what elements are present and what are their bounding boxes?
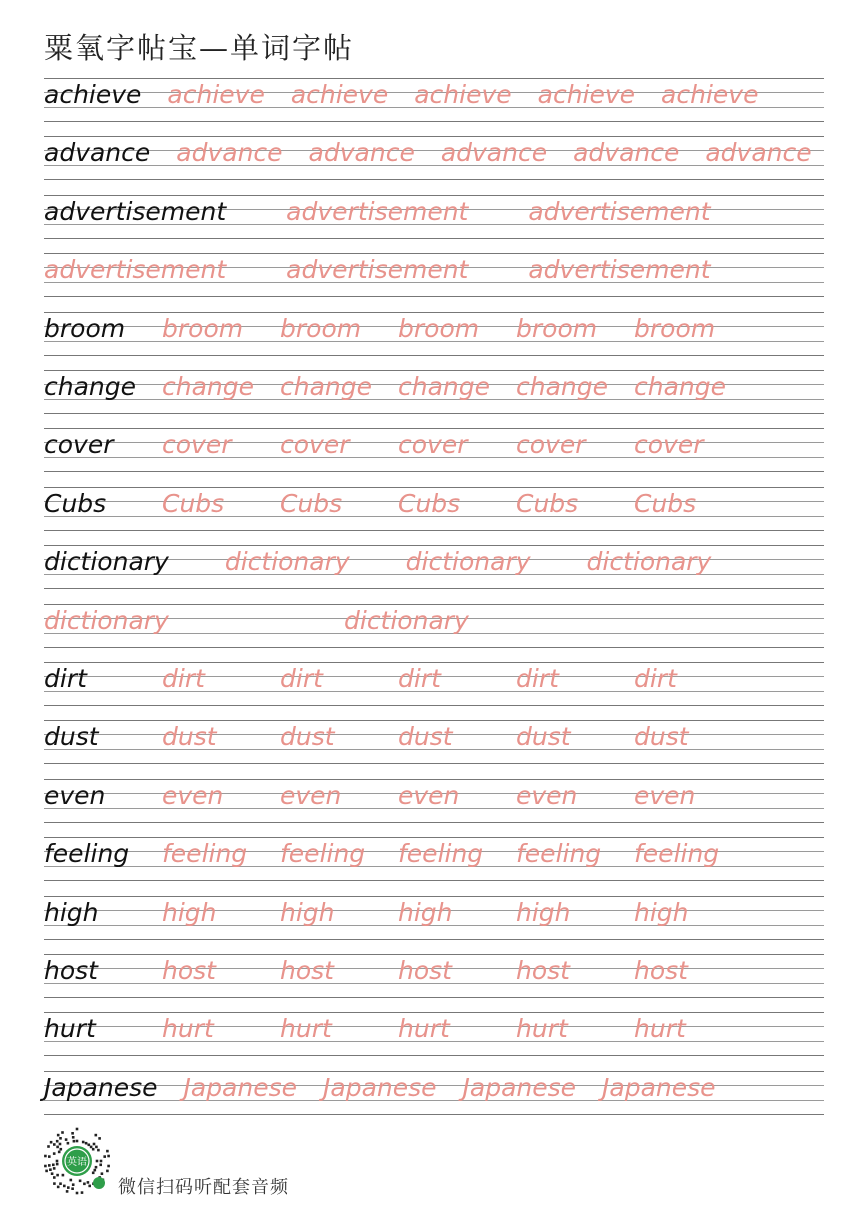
qr-dot [44, 1155, 47, 1158]
guide-line [44, 1055, 824, 1056]
qr-dot [56, 1174, 59, 1177]
model-word: Cubs [44, 488, 107, 518]
trace-word: Japanese [183, 1072, 298, 1102]
trace-word: even [280, 780, 342, 810]
qr-dot [95, 1166, 98, 1169]
qr-dot [58, 1151, 61, 1154]
word-group [44, 1073, 824, 1103]
guide-line [44, 253, 824, 254]
qr-dot [71, 1132, 74, 1135]
trace-word: advance [176, 138, 283, 168]
trace-word: Cubs [162, 488, 225, 518]
practice-row [44, 312, 824, 356]
guide-line [44, 1114, 824, 1115]
word-group [44, 489, 824, 519]
qr-dot [67, 1186, 70, 1189]
qr-dot [61, 1131, 64, 1134]
model-word: feeling [44, 839, 130, 869]
qr-dot [90, 1146, 93, 1149]
qr-dot [88, 1144, 91, 1147]
trace-word: feeling [634, 839, 720, 869]
guide-line [44, 822, 824, 823]
qr-dot [53, 1167, 56, 1170]
trace-word: Cubs [516, 488, 579, 518]
practice-row [44, 370, 824, 414]
qr-dot [48, 1164, 51, 1167]
guide-line [44, 545, 824, 546]
guide-line [44, 195, 824, 196]
word-group [44, 839, 824, 869]
trace-word: advertisement [44, 255, 227, 285]
trace-word: even [162, 780, 224, 810]
trace-word: advertisement [286, 255, 469, 285]
practice-row [44, 954, 824, 998]
trace-word: feeling [280, 839, 366, 869]
qr-dot [70, 1179, 73, 1182]
qr-dot [60, 1148, 63, 1151]
qr-dot [97, 1149, 100, 1152]
trace-word: high [634, 897, 689, 927]
practice-row [44, 837, 824, 881]
word-group [44, 255, 824, 285]
guide-line [44, 312, 824, 313]
model-word: advertisement [44, 196, 227, 226]
word-group [44, 314, 824, 344]
guide-line [44, 880, 824, 881]
guide-line [44, 1012, 824, 1013]
trace-word: hurt [280, 1014, 332, 1044]
qr-dot [96, 1160, 99, 1163]
qr-dot [51, 1172, 54, 1175]
trace-word: change [280, 372, 373, 401]
word-group [44, 138, 824, 168]
practice-row [44, 720, 824, 764]
qr-dot [98, 1137, 101, 1140]
trace-word: dirt [398, 664, 441, 693]
qr-dot [47, 1145, 50, 1148]
guide-line [44, 428, 824, 429]
qr-dot [100, 1160, 103, 1163]
guide-line [44, 136, 824, 137]
trace-word: hurt [162, 1014, 214, 1044]
trace-word: change [516, 372, 609, 401]
word-group [44, 430, 824, 460]
guide-line [44, 837, 824, 838]
word-group [44, 547, 824, 577]
trace-word: broom [280, 313, 362, 343]
qr-dot [83, 1183, 86, 1186]
model-word: achieve [44, 80, 142, 109]
guide-line [44, 779, 824, 780]
trace-word: even [634, 780, 696, 810]
qr-dot [57, 1134, 60, 1137]
qr-dot [76, 1128, 79, 1131]
trace-word: host [162, 956, 216, 985]
trace-word: Japanese [323, 1072, 437, 1102]
guide-line [44, 588, 824, 589]
trace-word: dust [516, 722, 571, 752]
trace-word: advance [573, 138, 680, 168]
trace-word: broom [162, 313, 244, 343]
qr-dot [81, 1191, 84, 1194]
practice-row [44, 1071, 824, 1115]
practice-row [44, 487, 824, 531]
trace-word: Cubs [280, 488, 343, 518]
guide-line [44, 179, 824, 180]
trace-word: change [634, 372, 727, 401]
qr-dot [101, 1172, 104, 1175]
trace-word: host [280, 956, 334, 985]
model-word: host [44, 956, 98, 985]
guide-line [44, 296, 824, 297]
qr-dot [66, 1190, 69, 1193]
trace-word: feeling [516, 839, 602, 869]
guide-line [44, 896, 824, 897]
qr-badge-label: 英语 [67, 1157, 87, 1168]
guide-line [44, 705, 824, 706]
guide-line [44, 370, 824, 371]
trace-word: advertisement [286, 196, 469, 226]
model-word: Japanese [44, 1072, 158, 1102]
trace-word: broom [634, 313, 716, 343]
trace-word: Japanese [602, 1072, 716, 1102]
trace-word: dictionary [586, 547, 712, 577]
trace-word: Cubs [634, 488, 697, 518]
model-word: hurt [44, 1014, 96, 1044]
guide-line [44, 720, 824, 721]
trace-word: broom [516, 313, 598, 343]
word-group [44, 80, 824, 110]
guide-line [44, 1071, 824, 1072]
qr-dot [53, 1182, 56, 1185]
qr-dot [62, 1174, 65, 1177]
trace-word: hurt [516, 1014, 568, 1044]
trace-word: hurt [634, 1014, 686, 1044]
trace-word: dust [634, 722, 689, 752]
model-word: dirt [44, 664, 87, 693]
trace-word: broom [398, 313, 480, 343]
qr-dot [107, 1155, 110, 1158]
practice-row [44, 253, 824, 297]
trace-word: Cubs [398, 488, 461, 518]
practice-row [44, 779, 824, 823]
trace-word: advance [440, 138, 548, 168]
trace-word: host [516, 956, 570, 985]
qr-dot [103, 1155, 106, 1158]
word-group [44, 1014, 824, 1044]
qr-dot [57, 1186, 60, 1189]
qr-dot [106, 1150, 109, 1153]
guide-line [44, 413, 824, 414]
trace-word: achieve [661, 80, 759, 109]
qr-dot [53, 1176, 56, 1179]
guide-line [44, 355, 824, 356]
practice-row [44, 545, 824, 589]
trace-word: high [280, 897, 335, 927]
qr-dot [92, 1172, 95, 1175]
trace-word: change [398, 372, 491, 401]
trace-word: dirt [516, 664, 559, 693]
word-group [44, 664, 824, 694]
qr-dot [59, 1137, 62, 1140]
guide-line [44, 471, 824, 472]
qr-dot [106, 1170, 109, 1173]
trace-word: advance [308, 138, 415, 168]
guide-line [44, 604, 824, 605]
qr-dot [50, 1141, 53, 1144]
qr-dot [53, 1143, 56, 1146]
trace-word: advertisement [528, 196, 711, 226]
guide-line [44, 954, 824, 955]
guide-line [44, 647, 824, 648]
word-group [44, 197, 824, 227]
qr-dot [107, 1165, 110, 1168]
trace-word: cover [516, 430, 586, 460]
qr-dot [45, 1170, 48, 1173]
guide-line [44, 997, 824, 998]
trace-word: cover [280, 430, 350, 460]
trace-word: dust [398, 722, 453, 752]
word-group [44, 898, 824, 928]
guide-line [44, 763, 824, 764]
qr-dot [99, 1164, 102, 1167]
guide-line [44, 662, 824, 663]
trace-word: Japanese [462, 1072, 577, 1102]
trace-word: cover [398, 430, 468, 460]
qr-dot [49, 1168, 52, 1171]
trace-word: feeling [398, 839, 484, 869]
qr-dot [48, 1155, 51, 1158]
practice-row [44, 136, 824, 180]
trace-word: high [398, 897, 453, 927]
trace-word: high [516, 897, 571, 927]
qr-code[interactable] [42, 1126, 112, 1196]
qr-dot [79, 1180, 82, 1183]
qr-dot [88, 1185, 91, 1188]
trace-word: hurt [398, 1014, 450, 1044]
qr-dot [95, 1134, 98, 1137]
qr-dot [76, 1140, 79, 1143]
qr-dot [52, 1164, 55, 1167]
trace-word: advertisement [528, 255, 711, 285]
model-word: cover [44, 430, 114, 460]
practice-row [44, 662, 824, 706]
qr-dot [63, 1185, 66, 1188]
guide-line [44, 78, 824, 79]
qr-corner-icon [93, 1177, 105, 1189]
practice-row [44, 195, 824, 239]
model-word: advance [44, 138, 151, 168]
qr-dot [92, 1148, 95, 1151]
practice-row [44, 1012, 824, 1056]
trace-word: dirt [162, 664, 205, 693]
qr-dot [94, 1169, 97, 1172]
trace-word: even [516, 780, 578, 810]
trace-word: dirt [280, 664, 323, 693]
trace-word: dictionary [44, 605, 169, 635]
trace-word: cover [634, 430, 704, 460]
qr-dot [85, 1142, 88, 1145]
trace-word: dust [162, 722, 217, 752]
trace-word: achieve [414, 80, 512, 109]
guide-line [44, 487, 824, 488]
trace-word: change [162, 372, 255, 401]
guide-line [44, 121, 824, 122]
page-title: 粟氧字帖宝—单词字帖 [44, 31, 355, 65]
qr-dot [56, 1146, 59, 1149]
qr-dot [93, 1143, 96, 1146]
trace-word: even [398, 780, 460, 810]
trace-word: dust [280, 722, 335, 752]
practice-row [44, 896, 824, 940]
qr-dot [56, 1160, 59, 1163]
footer-caption: 微信扫码听配套音频 [118, 1177, 289, 1198]
trace-word: achieve [290, 80, 389, 109]
trace-word: host [634, 956, 688, 985]
trace-word: high [162, 897, 217, 927]
model-word: dictionary [44, 547, 169, 577]
guide-line [44, 238, 824, 239]
practice-row [44, 604, 824, 648]
practice-row [44, 78, 824, 122]
trace-word: dirt [634, 664, 677, 693]
practice-row [44, 428, 824, 472]
qr-dot [95, 1146, 98, 1149]
word-group [44, 372, 824, 402]
qr-dot [87, 1181, 90, 1184]
word-group [44, 722, 824, 752]
qr-dot [71, 1187, 74, 1190]
trace-word: dictionary [344, 605, 469, 635]
trace-word: advance [705, 138, 812, 168]
qr-dot [67, 1142, 70, 1145]
qr-dot [73, 1140, 76, 1143]
qr-dot [65, 1138, 68, 1141]
qr-dot [82, 1141, 85, 1144]
word-group [44, 781, 824, 811]
trace-word: achieve [537, 80, 636, 109]
qr-dot [44, 1165, 47, 1168]
trace-word: feeling [162, 839, 248, 869]
guide-line [44, 530, 824, 531]
word-group [44, 606, 824, 636]
qr-dot [72, 1183, 75, 1186]
qr-dot [53, 1152, 56, 1155]
qr-dot [56, 1163, 59, 1166]
model-word: dust [44, 722, 99, 752]
qr-dot [76, 1192, 79, 1195]
trace-word: cover [162, 430, 232, 460]
qr-dot [59, 1143, 62, 1146]
trace-word: dictionary [224, 547, 350, 577]
qr-dot [56, 1140, 59, 1143]
model-word: high [44, 897, 99, 927]
trace-word: achieve [167, 80, 265, 109]
trace-word: host [398, 956, 452, 985]
model-word: change [44, 372, 137, 401]
guide-line [44, 939, 824, 940]
word-group [44, 956, 824, 986]
trace-word: dictionary [405, 547, 531, 577]
model-word: even [44, 780, 106, 810]
qr-dot [72, 1136, 75, 1139]
qr-dot [59, 1182, 62, 1185]
model-word: broom [44, 313, 126, 343]
